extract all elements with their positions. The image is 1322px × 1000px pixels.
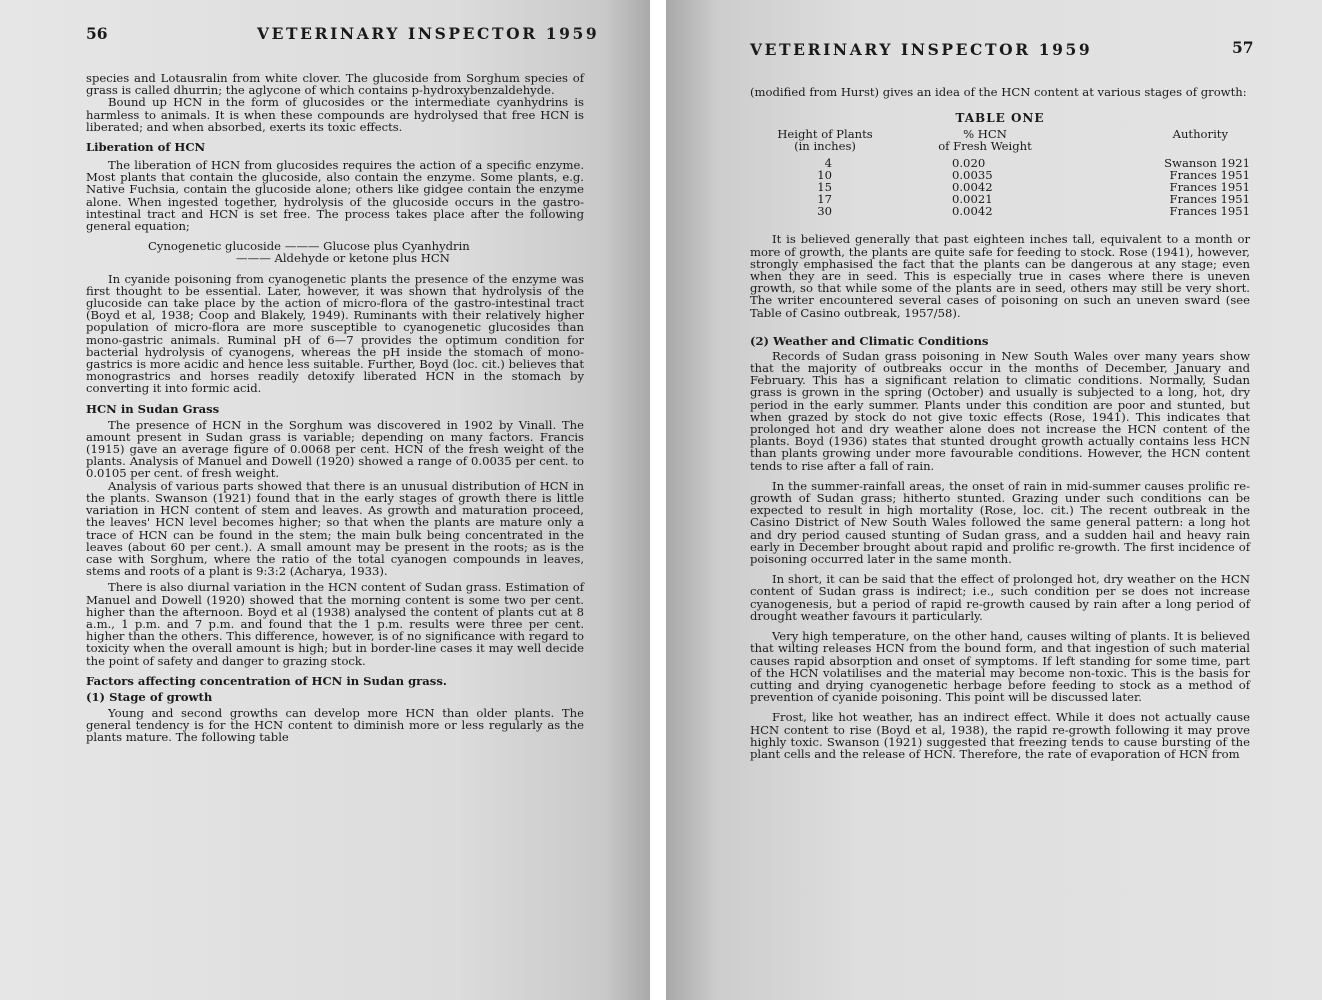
paragraph: Young and second growths can develop more HCN than older plants. The general tendency is for the HCN content to diminish more or less regularly as the plants mature. The following table bbox=[86, 705, 584, 745]
left-page-number: 56 bbox=[86, 24, 108, 43]
left-page bbox=[0, 0, 650, 1000]
paragraph: The presence of HCN in the Sorghum was discovered in 1902 by Vinall. The amount present in Sudan grass is variable; depending on many factors. Francis (1915) gave an average figure of 0.0068 per cent. HCN of the fresh weight of the plants. Analysis of Manuel and Dowell (1920) showed a range of 0.0035 per cent. to 0.0105 per cent. of fresh weight. bbox=[86, 417, 584, 481]
right-page-header bbox=[666, 24, 1322, 59]
subsection-heading: (1) Stage of growth bbox=[86, 689, 213, 704]
header-authority: Authority bbox=[1172, 127, 1228, 142]
cell-hcn: 0.0021 bbox=[952, 192, 993, 207]
cell-hcn: 0.020 bbox=[952, 156, 986, 171]
cell-authority: Frances 1951 bbox=[1169, 168, 1250, 183]
paragraph: species and Lotausralin from white clover. The glucoside from Sorghum species of grass is called dhurrin; the aglycone of which contains p-hydroxybenzaldehyde. bbox=[86, 71, 584, 98]
right-page-number: 57 bbox=[1232, 38, 1254, 57]
left-text-column bbox=[86, 72, 584, 743]
table-header-cell bbox=[1070, 128, 1250, 152]
paragraph: (modified from Hurst) gives an idea of the HCN content at various stages of growth: bbox=[750, 85, 1247, 99]
section-heading: HCN in Sudan Grass bbox=[86, 401, 220, 416]
paragraph: In short, it can be said that the effect of prolonged hot, dry weather on the HCN content of Sudan grass is indirect; i.e., such condition per se does not increase cyanogenesis, but a period of rapid re-growth caused by rain after a long period of drought weather favours it particularly. bbox=[750, 572, 1250, 623]
cell-height: 15 bbox=[817, 180, 832, 195]
paragraph: The liberation of HCN from glucosides requires the action of a specific enzyme. Most plants that contain the glucoside, also contain the enzyme. Some plants, e.g. Native Fuchsia, contain the glucoside alone; others like gidgee contain the enzyme alone. When ingested together, hydrolysis of the glucoside occurs in the gastro-intestinal tract and HCN is set free. The process takes place after the following general equation; bbox=[86, 158, 584, 234]
section-heading: Liberation of HCN bbox=[86, 140, 206, 155]
paragraph: Frost, like hot weather, has an indirect effect. While it does not actually cause HCN content to rise (Boyd et al, 1938), the rapid re-growth following it may prove highly toxic. Swanson (1921) suggested that freezing tends to cause bursting of the plant cells and the release of HCN. Therefore, the rate of evaporation of HCN from bbox=[750, 710, 1250, 761]
equation-line: ——— Aldehyde or ketone plus HCN bbox=[236, 251, 450, 266]
section-heading: Factors affecting concentration of HCN in Sudan grass. bbox=[86, 673, 447, 688]
right-page bbox=[666, 0, 1322, 1000]
paragraph: Analysis of various parts showed that there is an unusual distribution of HCN in the plants. Swanson (1921) found that in the early stages of growth there is little variation in HCN content of stem and leaves. As growth and maturation proceed, the leaves' HCN level becomes higher; so that when the plants are mature only a trace of HCN can be found in the stem; the main bulk being concentrated in the leaves (about 60 per cent.). A small amount may be present in the roots; as is the case with Sorghum, where the ratio of the total cyanogen compounds in leaves, stems and roots of a plant is 9:3:2 (Acharya, 1933). bbox=[86, 478, 584, 579]
paragraph: Records of Sudan grass poisoning in New South Wales over many years show that the majority of outbreaks occur in the months of December, January and February. This has a significant relation to climatic conditions. Normally, Sudan grass is grown in the spring (October) and usually is subjected to a long, hot, dry period in the early summer. Plants under this condition are poor and stunted, but when grazed by stock do not give toxic effects (Rose, 1941). This indicates that prolonged hot and dry weather alone does not increase the HCN content of the plants. Boyd (1936) states that stunted drought growth actually contains less HCN than plants growing under more favourable conditions. However, the HCN content tends to rise after a fall of rain. bbox=[750, 348, 1250, 473]
hcn-table bbox=[750, 128, 1250, 217]
cell-height: 10 bbox=[817, 168, 832, 183]
left-running-head: VETERINARY INSPECTOR 1959 bbox=[257, 24, 600, 43]
cell-height: 4 bbox=[824, 156, 832, 171]
paragraph: In cyanide poisoning from cyanogenetic plants the presence of the enzyme was first thought to be essential. Later, however, it was shown that hydrolysis of the glucoside can take place by the action of micro-flora of the gastro-intestinal tract (Boyd et al, 1938; Coop and Blakely, 1949). Ruminants with their relatively higher population of micro-flora are more susceptible to cyanogenetic glucosides than mono-gastric animals. Ruminal pH of 6—7 provides the optimum condition for bacterial hydrolysis of cyanogens, whereas the pH inside the stomach of mono-gastrics is more acidic and hence less suitable. Further, Boyd (loc. cit.) believes that monograstrics and horses readily detoxify liberated HCN in the stomach by converting it into formic acid. bbox=[86, 271, 584, 396]
right-text-column bbox=[750, 86, 1250, 760]
header-height: Height of Plants bbox=[777, 127, 873, 142]
book-gutter bbox=[650, 0, 666, 1000]
table-header-cell bbox=[750, 128, 900, 152]
section-heading: (2) Weather and Climatic Conditions bbox=[750, 333, 989, 348]
cell-hcn: 0.0042 bbox=[952, 204, 993, 219]
paragraph: It is believed generally that past eighteen inches tall, equivalent to a month or more of growth, the plants are quite safe for feeding to stock. Rose (1941), however, strongly emphasised the fact that the plants can be dangerous at any stage; even when they are in seed. This is especially true in cases where there is uneven growth, so that while some of the plants are in seed, others may still be very short. The writer encountered several cases of poisoning on such an uneven sward (see Table of Casino outbreak, 1957/58). bbox=[750, 232, 1250, 320]
cell-authority: Swanson 1921 bbox=[1164, 156, 1250, 171]
paragraph: Very high temperature, on the other hand, causes wilting of plants. It is believed that wilting releases HCN from the bound form, and that ingestion of such material causes rapid absorption and onset of symptoms. If left standing for some time, part of the HCN volatilises and the material may become non-toxic. This is the basis for cutting and drying cyanogenetic herbage before feeding to stock as a method of prevention of cyanide poisoning. This point will be discussed later. bbox=[750, 629, 1250, 705]
cell-authority: Frances 1951 bbox=[1169, 180, 1250, 195]
table-row bbox=[750, 205, 1250, 217]
cell-height: 30 bbox=[817, 204, 832, 219]
table-header-cell bbox=[900, 128, 1070, 152]
paragraph: Bound up HCN in the form of glucosides or the intermediate cyanhydrins is harmless to animals. It is when these compounds are hydrolysed that free HCN is liberated; and when absorbed, exerts its toxic effects. bbox=[86, 95, 584, 134]
cell-authority: Frances 1951 bbox=[1169, 192, 1250, 207]
table-title: TABLE ONE bbox=[955, 111, 1045, 126]
paragraph: There is also diurnal variation in the HCN content of Sudan grass. Estimation of Manuel and Dowell (1920) showed that the morning content is some two per cent. higher than the afternoon. Boyd et al (1938) analysed the content of plants cut at 8 a.m., 1 p.m. and 7 p.m. and found that the 1 p.m. results were three per cent. higher than the others. This difference, however, is of no significance with regard to toxicity when the overall amount is high; but in border-line cases it may well decide the point of safety and danger to grazing stock. bbox=[86, 580, 584, 668]
right-running-head: VETERINARY INSPECTOR 1959 bbox=[750, 40, 1093, 59]
equation-line: Cynogenetic glucoside ——— Glucose plus Cyanhydrin bbox=[148, 239, 470, 254]
paragraph: In the summer-rainfall areas, the onset of rain in mid-summer causes prolific re-growth of Sudan grass; hitherto stunted. Grazing under such conditions can be expected to result in high mortality (Rose, loc. cit.) The recent outbreak in the Casino District of New South Wales followed the same general pattern: a long hot and dry period caused stunting of Sudan grass, and a sudden hail and heavy rain early in December brought about rapid and prolific re-growth. The first incidence of poisoning occurred later in the same month. bbox=[750, 478, 1250, 567]
header-hcn-unit: of Fresh Weight bbox=[938, 139, 1032, 154]
header-hcn: % HCN bbox=[963, 127, 1007, 142]
left-page-header bbox=[0, 24, 650, 48]
cell-authority: Frances 1951 bbox=[1169, 204, 1250, 219]
table-header-row bbox=[750, 128, 1250, 152]
cell-hcn: 0.0035 bbox=[952, 168, 993, 183]
cell-hcn: 0.0042 bbox=[952, 180, 993, 195]
header-height-unit: (in inches) bbox=[794, 139, 856, 154]
cell-height: 17 bbox=[817, 192, 832, 207]
